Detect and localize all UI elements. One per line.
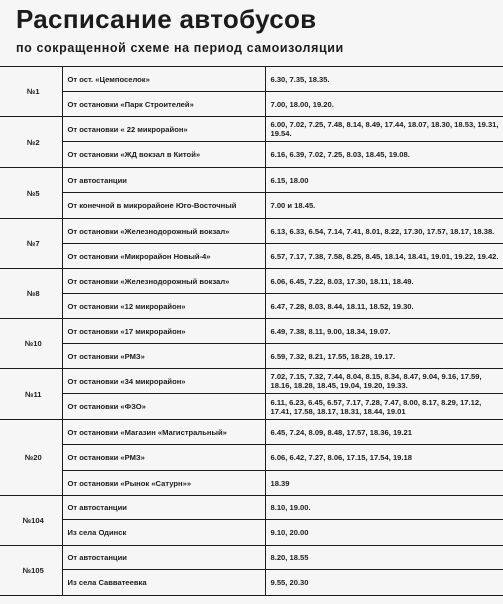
departure-stop: От автостанции: [62, 496, 265, 520]
departure-stop: Из села Одинск: [62, 520, 265, 546]
departure-times: 6.13, 6.33, 6.54, 7.14, 7.41, 8.01, 8.22, 17.30, 17.57, 18.17, 18.38.: [265, 219, 503, 244]
schedule-table: [0, 66, 503, 596]
schedule-row: [0, 92, 503, 117]
departure-times: 8.10, 19.00.: [265, 496, 503, 520]
schedule-row: [0, 420, 503, 445]
route-number: №8: [0, 269, 62, 319]
schedule-row: [0, 142, 503, 168]
departure-times: 7.00, 18.00, 19.20.: [265, 92, 503, 117]
route-number: №11: [0, 369, 62, 420]
schedule-row: [0, 520, 503, 546]
departure-times: 9.10, 20.00: [265, 520, 503, 546]
page-title: Расписание автобусов: [16, 4, 317, 34]
schedule-row: [0, 394, 503, 420]
route-number: №104: [0, 496, 62, 546]
schedule-row: [0, 244, 503, 269]
schedule-row: [0, 117, 503, 142]
schedule-row: [0, 445, 503, 471]
departure-stop: От остановки «ФЗО»: [62, 394, 265, 420]
route-number: №1: [0, 67, 62, 117]
route-number: №2: [0, 117, 62, 168]
departure-times: 6.00, 7.02, 7.25, 7.48, 8.14, 8.49, 17.44, 18.07, 18.30, 18.53, 19.31, 19.54.: [265, 117, 503, 142]
route-number: №105: [0, 546, 62, 596]
schedule-row: [0, 471, 503, 496]
schedule-row: [0, 219, 503, 244]
departure-stop: От остановки « 22 микрорайон»: [62, 117, 265, 142]
departure-times: 6.57, 7.17, 7.38, 7.58, 8.25, 8.45, 18.14, 18.41, 19.01, 19.22, 19.42.: [265, 244, 503, 269]
departure-stop: От остановки «РМЗ»: [62, 445, 265, 471]
departure-stop: От остановки «Микрорайон Новый-4»: [62, 244, 265, 269]
route-number: №20: [0, 420, 62, 496]
departure-stop: От автостанции: [62, 546, 265, 570]
departure-stop: Из села Савватеевка: [62, 570, 265, 596]
departure-stop: От остановки «Железнодорожный вокзал»: [62, 219, 265, 244]
departure-stop: От остановки «РМЗ»: [62, 344, 265, 369]
departure-times: 6.59, 7.32, 8.21, 17.55, 18.28, 19.17.: [265, 344, 503, 369]
departure-times: 6.30, 7.35, 18.35.: [265, 67, 503, 92]
departure-times: 6.06, 6.45, 7.22, 8.03, 17.30, 18.11, 18.49.: [265, 269, 503, 294]
schedule-row: [0, 294, 503, 319]
schedule-row: [0, 369, 503, 394]
schedule-row: [0, 269, 503, 294]
departure-stop: От автостанции: [62, 168, 265, 193]
departure-stop: От остановки «17 микрорайон»: [62, 319, 265, 344]
departure-stop: От конечной в микрорайоне Юго-Восточный: [62, 193, 265, 219]
schedule-row: [0, 67, 503, 92]
departure-stop: От остановки «Железнодорожный вокзал»: [62, 269, 265, 294]
departure-stop: От ост. «Цемпоселок»: [62, 67, 265, 92]
departure-stop: От остановки «ЖД вокзал в Китой»: [62, 142, 265, 168]
departure-times: 6.15, 18.00: [265, 168, 503, 193]
schedule-row: [0, 319, 503, 344]
route-number: №10: [0, 319, 62, 369]
departure-times: 8.20, 18.55: [265, 546, 503, 570]
departure-stop: От остановки «12 микрорайон»: [62, 294, 265, 319]
departure-times: 6.45, 7.24, 8.09, 8.48, 17.57, 18.36, 19.21: [265, 420, 503, 445]
schedule-row: [0, 496, 503, 520]
departure-times: 7.00 и 18.45.: [265, 193, 503, 219]
page-subtitle: по сокращенной схеме на период самоизоляции: [16, 41, 344, 55]
departure-times: 6.06, 6.42, 7.27, 8.06, 17.15, 17.54, 19.18: [265, 445, 503, 471]
departure-times: 6.47, 7.28, 8.03, 8.44, 18.11, 18.52, 19.30.: [265, 294, 503, 319]
departure-stop: От остановки «Магазин «Магистральный»: [62, 420, 265, 445]
route-number: №7: [0, 219, 62, 269]
schedule-row: [0, 570, 503, 596]
departure-times: 7.02, 7.15, 7.32, 7.44, 8.04, 8.15, 8.34, 8.47, 9.04, 9.16, 17.59, 18.16, 18.28, 18.45, 19.04, 19.20, 19.33.: [265, 369, 503, 394]
departure-times: 6.16, 6.39, 7.02, 7.25, 8.03, 18.45, 19.08.: [265, 142, 503, 168]
departure-stop: От остановки «Рынок «Сатурн»»: [62, 471, 265, 496]
departure-stop: От остановки «34 микрорайон»: [62, 369, 265, 394]
schedule-row: [0, 344, 503, 369]
schedule-row: [0, 193, 503, 219]
departure-times: 18.39: [265, 471, 503, 496]
departure-stop: От остановки «Парк Строителей»: [62, 92, 265, 117]
departure-times: 9.55, 20.30: [265, 570, 503, 596]
schedule-row: [0, 546, 503, 570]
route-number: №5: [0, 168, 62, 219]
departure-times: 6.11, 6.23, 6.45, 6.57, 7.17, 7.28, 7.47, 8.00, 8.17, 8.29, 17.12, 17.41, 17.58, 18.17, 18.31, 18.44, 19.01: [265, 394, 503, 420]
departure-times: 6.49, 7.38, 8.11, 9.00, 18.34, 19.07.: [265, 319, 503, 344]
schedule-row: [0, 168, 503, 193]
